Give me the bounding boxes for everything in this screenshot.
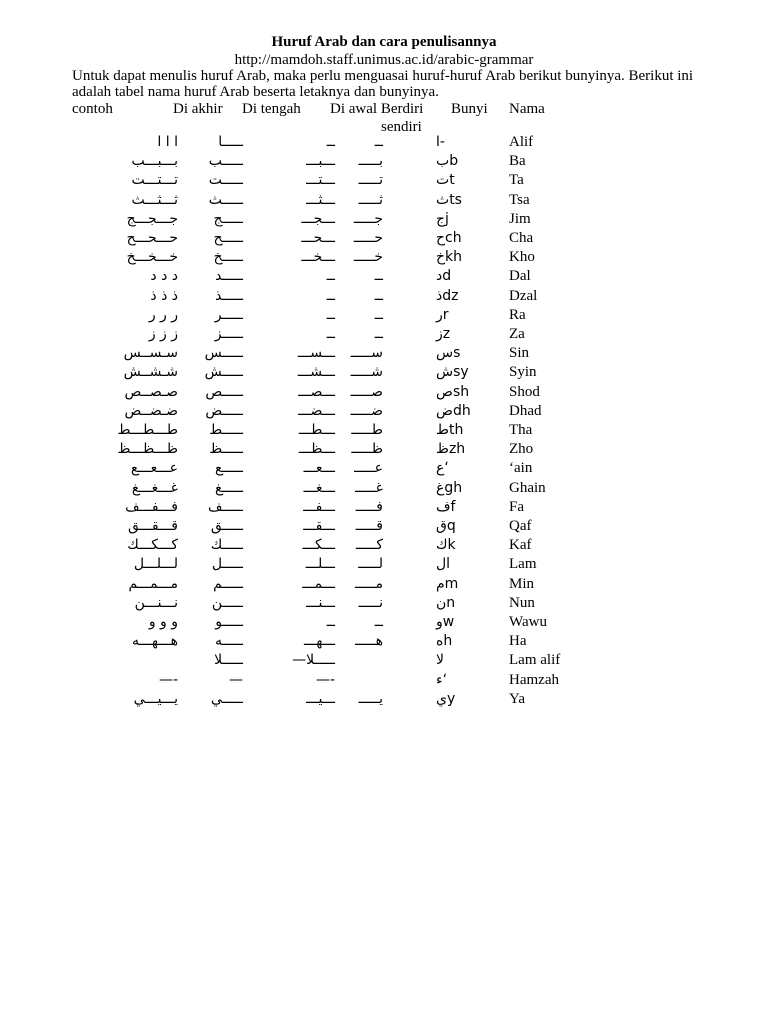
cell-di-tengah: ـــطـــ bbox=[298, 422, 335, 438]
cell-di-akhir: ـــــج bbox=[213, 211, 243, 227]
cell-contoh: ا ا ا bbox=[157, 134, 178, 150]
cell-bunyi: شsy bbox=[436, 364, 469, 380]
cell-di-awal: فـــــ bbox=[355, 499, 383, 515]
cell-bunyi: مm bbox=[436, 576, 459, 592]
cell-contoh: تـــتـــت bbox=[131, 172, 178, 188]
cell-nama: Wawu bbox=[509, 614, 547, 630]
cell-nama: Za bbox=[509, 326, 525, 342]
column-header-di-awal: Di awal Berdiri bbox=[330, 101, 424, 117]
cell-di-tengah: ـــنـــ bbox=[306, 595, 335, 611]
cell-bunyi: دd bbox=[436, 268, 452, 284]
table-row bbox=[0, 267, 768, 286]
cell-di-tengah: ـــظـــ bbox=[298, 441, 335, 457]
page-title: Huruf Arab dan cara penulisannya bbox=[271, 34, 497, 50]
cell-nama: Kaf bbox=[509, 537, 532, 553]
cell-di-awal: شـــــ bbox=[350, 364, 383, 380]
cell-nama: Ta bbox=[509, 172, 524, 188]
table-row bbox=[0, 171, 768, 190]
column-header-di-akhir: Di akhir bbox=[173, 101, 223, 117]
table-row bbox=[0, 133, 768, 152]
cell-di-awal: ــ bbox=[374, 134, 383, 150]
cell-nama: Tha bbox=[509, 422, 533, 438]
cell-di-tengah: ـــثـــ bbox=[306, 192, 335, 208]
cell-nama: Cha bbox=[509, 230, 534, 246]
cell-di-awal: جـــــ bbox=[353, 211, 383, 227]
cell-nama: Nun bbox=[509, 595, 535, 611]
table-row bbox=[0, 613, 768, 632]
cell-di-awal: ضـــــ bbox=[350, 403, 383, 419]
table-row bbox=[0, 229, 768, 248]
cell-di-tengah: ـــمـــ bbox=[302, 576, 335, 592]
cell-di-tengah: ـــتـــ bbox=[306, 172, 335, 188]
cell-bunyi: وw bbox=[436, 614, 455, 630]
cell-di-tengah: ـــشـــ bbox=[297, 364, 335, 380]
cell-di-akhir: ـــــط bbox=[209, 422, 243, 438]
cell-bunyi: بb bbox=[436, 153, 459, 169]
cell-nama: Hamzah bbox=[509, 672, 559, 688]
cell-contoh: كـــكـــك bbox=[127, 537, 178, 553]
table-row bbox=[0, 325, 768, 344]
column-header-contoh: contoh bbox=[72, 101, 113, 117]
cell-di-akhir: ـــــح bbox=[213, 230, 243, 246]
cell-di-akhir: ـــــز bbox=[214, 326, 243, 342]
cell-di-awal: غـــــ bbox=[355, 480, 383, 496]
table-row bbox=[0, 536, 768, 555]
cell-nama: Ya bbox=[509, 691, 525, 707]
intro-paragraph: Untuk dapat menulis huruf Arab, maka perlu menguasai huruf-huruf Arab berikut bunyinya. Berikut ini adalah tabel nama huruf Arab beserta letaknya dan bunyinya. bbox=[72, 68, 694, 100]
cell-di-akhir: ـــــا bbox=[218, 134, 243, 150]
table-row bbox=[0, 248, 768, 267]
cell-bunyi: ع‘ bbox=[436, 460, 449, 476]
cell-di-akhir: ـــــف bbox=[208, 499, 243, 515]
cell-bunyi: ثts bbox=[436, 192, 462, 208]
cell-bunyi: كk bbox=[436, 537, 456, 553]
cell-di-tengah: ــ bbox=[326, 288, 335, 304]
cell-di-tengah: ـــصـــ bbox=[298, 384, 335, 400]
table-row bbox=[0, 594, 768, 613]
cell-di-awal: هـــــ bbox=[355, 633, 383, 649]
cell-bunyi: رr bbox=[436, 307, 449, 323]
cell-di-tengah: ـــضـــ bbox=[298, 403, 335, 419]
cell-di-akhir: ـــــص bbox=[205, 384, 243, 400]
cell-di-akhir: ـــــك bbox=[210, 537, 243, 553]
cell-nama: Ghain bbox=[509, 480, 546, 496]
table-row bbox=[0, 191, 768, 210]
cell-bunyi: غgh bbox=[436, 480, 463, 496]
cell-nama: Dal bbox=[509, 268, 531, 284]
table-row bbox=[0, 363, 768, 382]
column-header-nama: Nama bbox=[509, 101, 545, 117]
cell-bunyi: سs bbox=[436, 345, 461, 361]
cell-di-akhir: ـــــت bbox=[208, 172, 243, 188]
cell-di-tengah: ـــبـــ bbox=[306, 153, 335, 169]
cell-contoh: يـــيـــي bbox=[133, 691, 178, 707]
cell-contoh: لـــلـــل bbox=[133, 556, 178, 572]
cell-bunyi: يy bbox=[436, 691, 456, 707]
cell-bunyi: ضdh bbox=[436, 403, 471, 419]
cell-nama: Ra bbox=[509, 307, 526, 323]
cell-di-akhir: ـــــلا bbox=[214, 652, 243, 668]
cell-bunyi: نn bbox=[436, 595, 456, 611]
cell-di-awal: صـــــ bbox=[350, 384, 383, 400]
cell-di-awal: ــ bbox=[374, 614, 383, 630]
cell-contoh: ظـــظـــظ bbox=[117, 441, 178, 457]
table-row bbox=[0, 651, 768, 670]
cell-nama: Dzal bbox=[509, 288, 538, 304]
cell-bunyi: جj bbox=[436, 211, 449, 227]
cell-di-akhir: ـــــي bbox=[210, 691, 243, 707]
cell-contoh: ضـضــض bbox=[124, 403, 178, 419]
cell-di-tengah: ـــلـــ bbox=[305, 556, 335, 572]
cell-di-awal: ــ bbox=[374, 307, 383, 323]
table-row bbox=[0, 421, 768, 440]
cell-bunyi: ذdz bbox=[436, 288, 459, 304]
cell-di-akhir: ـــــس bbox=[204, 345, 243, 361]
cell-nama: Sin bbox=[509, 345, 530, 361]
cell-contoh: و و و bbox=[148, 614, 178, 630]
cell-di-akhir: ـــــل bbox=[211, 556, 243, 572]
cell-contoh: هـــهـــه bbox=[132, 633, 178, 649]
cell-nama: Alif bbox=[509, 134, 534, 150]
cell-di-tengah: ـــغـــ bbox=[303, 480, 335, 496]
table-row bbox=[0, 383, 768, 402]
cell-bunyi: ء‘ bbox=[436, 672, 448, 688]
cell-contoh: ز ز ز bbox=[148, 326, 178, 342]
cell-bunyi: ظzh bbox=[436, 441, 466, 457]
cell-nama: Min bbox=[509, 576, 535, 592]
table-row bbox=[0, 632, 768, 651]
cell-contoh: ثـــثـــث bbox=[131, 192, 178, 208]
source-url: http://mamdoh.staff.unimus.ac.id/arabic-grammar bbox=[234, 52, 534, 68]
cell-di-awal: ثـــــ bbox=[358, 192, 383, 208]
cell-bunyi: زz bbox=[436, 326, 451, 342]
cell-di-tengah: ـــفـــ bbox=[303, 499, 335, 515]
cell-di-tengah: ـــســـ bbox=[297, 345, 335, 361]
cell-di-tengah: —- bbox=[315, 672, 335, 688]
cell-di-awal: طـــــ bbox=[351, 422, 383, 438]
cell-bunyi: قq bbox=[436, 518, 456, 534]
cell-contoh: سـســس bbox=[123, 345, 178, 361]
cell-di-akhir: ـــــو bbox=[215, 614, 243, 630]
cell-nama: Jim bbox=[509, 211, 531, 227]
cell-nama: Kho bbox=[509, 249, 535, 265]
cell-di-tengah: ـــهـــ bbox=[303, 633, 335, 649]
cell-contoh: —- bbox=[158, 672, 178, 688]
cell-bunyi: صsh bbox=[436, 384, 470, 400]
cell-di-akhir: ـــــب bbox=[208, 153, 243, 169]
cell-di-akhir: — bbox=[229, 672, 243, 688]
cell-contoh: ر ر ر bbox=[148, 307, 178, 323]
cell-di-akhir: ـــــق bbox=[210, 518, 243, 534]
cell-nama: Lam alif bbox=[509, 652, 561, 668]
table-row bbox=[0, 210, 768, 229]
cell-di-awal: ظـــــ bbox=[351, 441, 383, 457]
cell-di-awal: ــ bbox=[374, 268, 383, 284]
cell-bunyi: فf bbox=[436, 499, 456, 515]
cell-nama: Ha bbox=[509, 633, 527, 649]
cell-contoh: صـصــص bbox=[124, 384, 178, 400]
table-row bbox=[0, 498, 768, 517]
table-row bbox=[0, 555, 768, 574]
cell-di-akhir: ـــــر bbox=[214, 307, 243, 323]
table-row bbox=[0, 517, 768, 536]
table-row bbox=[0, 152, 768, 171]
cell-nama: Syin bbox=[509, 364, 537, 380]
table-row bbox=[0, 344, 768, 363]
cell-di-awal: ــ bbox=[374, 288, 383, 304]
cell-di-tengah: ــ bbox=[326, 307, 335, 323]
cell-di-akhir: ـــــث bbox=[208, 192, 243, 208]
cell-di-akhir: ـــــض bbox=[205, 403, 243, 419]
cell-di-awal: بـــــ bbox=[358, 153, 383, 169]
table-row bbox=[0, 671, 768, 690]
cell-di-awal: مـــــ bbox=[354, 576, 383, 592]
cell-di-akhir: ـــــد bbox=[215, 268, 243, 284]
cell-di-akhir: ـــــه bbox=[214, 633, 243, 649]
cell-contoh: فـــفـــف bbox=[125, 499, 178, 515]
cell-bunyi: طth bbox=[436, 422, 464, 438]
cell-nama: Ba bbox=[509, 153, 526, 169]
cell-di-akhir: ـــــخ bbox=[213, 249, 243, 265]
cell-nama: ‘ain bbox=[509, 460, 533, 476]
cell-di-akhir: ـــــذ bbox=[215, 288, 243, 304]
cell-contoh: شـشــش bbox=[123, 364, 178, 380]
cell-di-tengah: ـــخـــ bbox=[301, 249, 335, 265]
cell-di-awal: ســـــ bbox=[350, 345, 383, 361]
cell-bunyi: تt bbox=[436, 172, 455, 188]
cell-bunyi: حch bbox=[436, 230, 462, 246]
column-header-bunyi: Bunyi bbox=[451, 101, 488, 117]
cell-di-tengah: ـــحـــ bbox=[301, 230, 335, 246]
table-row bbox=[0, 575, 768, 594]
cell-di-tengah: ــ bbox=[326, 134, 335, 150]
cell-di-awal: حـــــ bbox=[353, 230, 383, 246]
cell-nama: Dhad bbox=[509, 403, 542, 419]
cell-contoh: جـــجـــج bbox=[126, 211, 178, 227]
cell-di-tengah: ــ bbox=[326, 326, 335, 342]
cell-di-tengah: ــ bbox=[326, 614, 335, 630]
cell-di-awal: قـــــ bbox=[355, 518, 383, 534]
cell-di-akhir: ـــــع bbox=[215, 460, 243, 476]
cell-di-awal: يـــــ bbox=[358, 691, 383, 707]
cell-nama: Qaf bbox=[509, 518, 532, 534]
cell-di-awal: خـــــ bbox=[353, 249, 383, 265]
cell-di-awal: كـــــ bbox=[355, 537, 383, 553]
cell-nama: Zho bbox=[509, 441, 534, 457]
cell-contoh: ذ ذ ذ bbox=[150, 288, 178, 304]
cell-di-tengah: ـــجـــ bbox=[301, 211, 335, 227]
cell-di-akhir: ـــــم bbox=[213, 576, 243, 592]
cell-bunyi: خkh bbox=[436, 249, 463, 265]
table-row bbox=[0, 402, 768, 421]
table-row bbox=[0, 440, 768, 459]
cell-contoh: غـــغـــغ bbox=[131, 480, 178, 496]
cell-di-tengah: ـــكـــ bbox=[302, 537, 335, 553]
cell-bunyi: هh bbox=[436, 633, 453, 649]
cell-nama: Shod bbox=[509, 384, 540, 400]
cell-di-awal: ــ bbox=[374, 326, 383, 342]
cell-di-akhir: ـــــغ bbox=[215, 480, 243, 496]
cell-di-akhir: ـــــش bbox=[204, 364, 243, 380]
cell-bunyi: ا- bbox=[436, 134, 445, 150]
cell-di-tengah: ــ bbox=[326, 268, 335, 284]
cell-contoh: مـــمـــم bbox=[128, 576, 178, 592]
cell-di-akhir: ـــــن bbox=[211, 595, 243, 611]
cell-di-tengah: ـــيـــ bbox=[306, 691, 335, 707]
cell-contoh: عـــعـــع bbox=[130, 460, 178, 476]
cell-di-akhir: ـــــظ bbox=[209, 441, 243, 457]
cell-contoh: خـــخـــخ bbox=[126, 249, 178, 265]
table-row bbox=[0, 287, 768, 306]
cell-di-tengah: ـــــلا— bbox=[292, 652, 335, 668]
table-row bbox=[0, 306, 768, 325]
cell-contoh: د د د bbox=[150, 268, 178, 284]
table-row bbox=[0, 690, 768, 709]
cell-di-awal: نـــــ bbox=[358, 595, 383, 611]
cell-di-tengah: ـــقـــ bbox=[303, 518, 335, 534]
column-header-sendiri: sendiri bbox=[381, 119, 422, 135]
cell-contoh: نـــنـــن bbox=[134, 595, 178, 611]
cell-di-awal: تـــــ bbox=[358, 172, 383, 188]
table-row bbox=[0, 459, 768, 478]
cell-contoh: طـــطـــط bbox=[117, 422, 178, 438]
cell-di-awal: عـــــ bbox=[354, 460, 383, 476]
table-row bbox=[0, 479, 768, 498]
cell-bunyi: لا bbox=[436, 652, 444, 668]
cell-contoh: بـــبـــب bbox=[131, 153, 178, 169]
cell-contoh: قـــقـــق bbox=[127, 518, 178, 534]
cell-nama: Fa bbox=[509, 499, 524, 515]
cell-nama: Tsa bbox=[509, 192, 530, 208]
cell-di-tengah: ـــعـــ bbox=[303, 460, 335, 476]
cell-di-awal: لـــــ bbox=[358, 556, 383, 572]
cell-nama: Lam bbox=[509, 556, 537, 572]
cell-bunyi: لl bbox=[436, 556, 451, 572]
cell-contoh: حـــحـــح bbox=[126, 230, 178, 246]
column-header-di-tengah: Di tengah bbox=[242, 101, 301, 117]
